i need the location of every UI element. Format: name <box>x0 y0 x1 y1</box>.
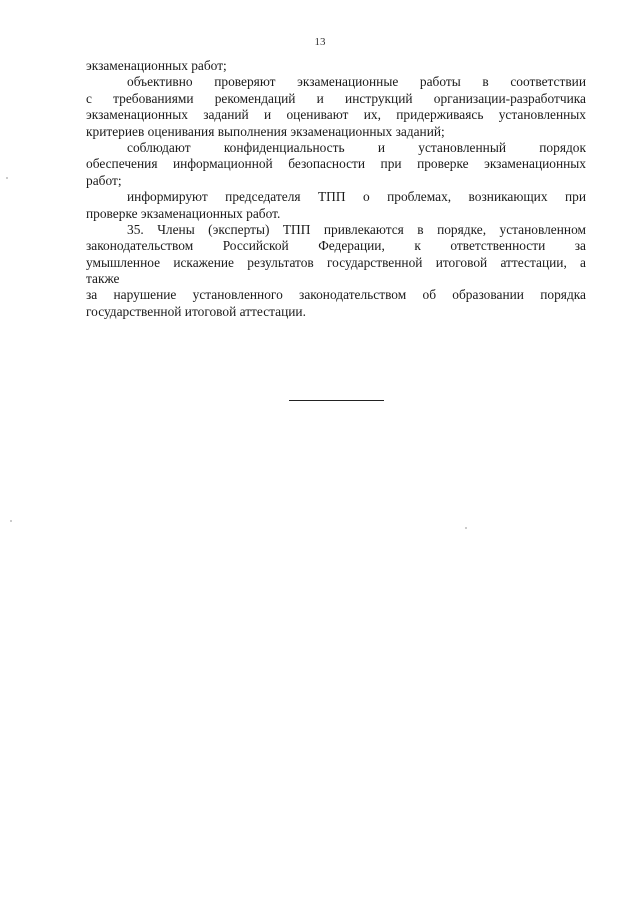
text-line: 35. Члены (эксперты) ТПП привлекаются в порядке, установленном <box>127 221 586 237</box>
scan-speck <box>10 520 12 522</box>
text-line: экзаменационных работ; <box>86 58 227 73</box>
text-line: информируют председателя ТПП о проблемах, возникающих при <box>127 189 586 205</box>
text-line: объективно проверяют экзаменационные работы в соответствии <box>127 74 586 90</box>
text-line: работ; <box>86 172 122 188</box>
text-line: умышленное искажение результатов государственной итоговой аттестации, а <box>86 254 586 270</box>
text-line: за нарушение установленного законодательством об образовании порядка <box>86 287 586 303</box>
closing-rule <box>289 400 384 401</box>
text-line: обеспечения информационной безопасности при проверке экзаменационных <box>86 156 586 172</box>
page-number: 13 <box>314 36 326 48</box>
text-line: с требованиями рекомендаций и инструкций организации-разработчика <box>86 90 586 106</box>
text-line: проверке экзаменационных работ. <box>86 205 281 221</box>
text-line: также <box>86 271 120 287</box>
text-line: критериев оценивания выполнения экзаменационных заданий; <box>86 123 445 139</box>
text-line: соблюдают конфиденциальность и установленный порядок <box>127 139 586 155</box>
text-line: экзаменационных заданий и оценивают их, придерживаясь установленных <box>86 107 586 123</box>
text-line: государственной итоговой аттестации. <box>86 303 306 319</box>
document-body <box>86 58 586 320</box>
scan-speck <box>465 527 467 529</box>
scan-speck <box>6 177 8 179</box>
text-line: законодательством Российской Федерации, к ответственности за <box>86 238 586 254</box>
